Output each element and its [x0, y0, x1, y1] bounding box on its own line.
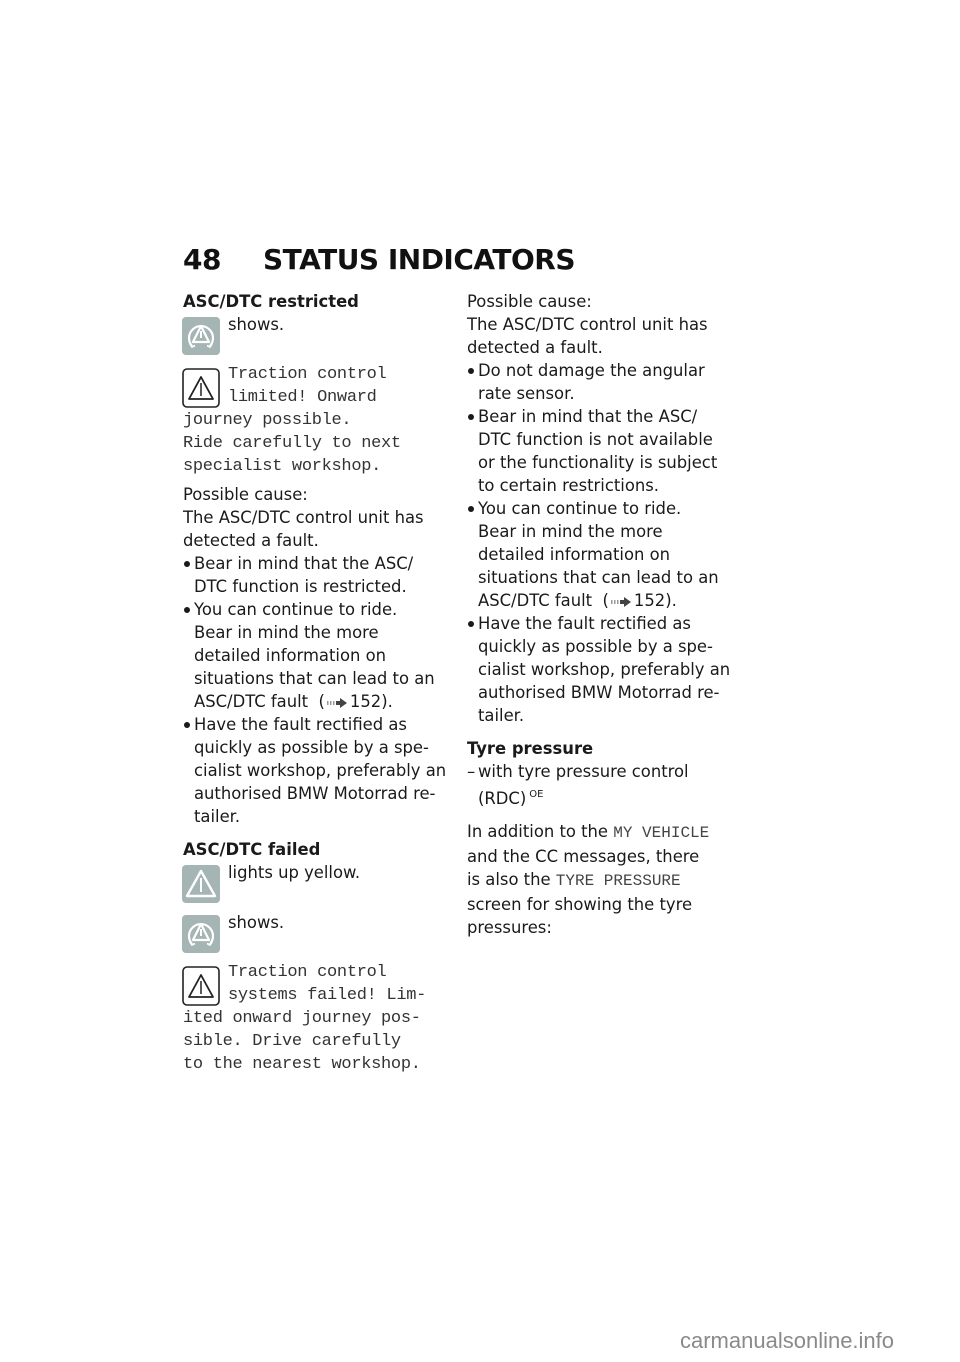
cause-label: Possible cause:	[183, 485, 308, 504]
warning-triangle-filled-icon	[182, 865, 220, 903]
page-header	[183, 243, 575, 276]
warning-triangle-outline-icon	[182, 368, 220, 408]
section-heading-tyre-pressure: Tyre pressure	[467, 739, 594, 758]
left-column	[183, 290, 458, 1081]
list-item: Bear in mind that the ASC/ DTC function is restricted.	[183, 552, 458, 598]
message-line: ited onward journey pos-	[183, 1009, 421, 1028]
message-line: sible. Drive carefully	[183, 1032, 401, 1051]
asc-dtc-circle-warning-icon	[182, 317, 220, 355]
page-reference-arrow-icon	[611, 597, 631, 607]
message-line: specialist workshop.	[183, 457, 382, 476]
bullet-list	[183, 552, 458, 828]
section-heading-asc-dtc-failed: ASC/DTC failed	[183, 840, 321, 859]
list-item: Do not damage the angular rate sensor.	[467, 359, 742, 405]
message-line: Traction control	[228, 365, 387, 384]
display-message	[183, 363, 458, 478]
list-item: You can continue to ride. Bear in mind the more detailed information on situations that can lead to an ASC/DTC fault ( 152).	[467, 497, 742, 612]
cause-text: The ASC/DTC control unit has detected a fault.	[183, 508, 424, 550]
message-line: systems failed! Lim-	[228, 986, 427, 1005]
message-line: to the nearest workshop.	[183, 1055, 421, 1074]
watermark: carmanualsonline.info	[680, 1328, 895, 1353]
display-message	[183, 961, 458, 1076]
indicator-text: shows.	[228, 315, 285, 334]
indicator-line	[183, 313, 458, 353]
indicator-text: lights up yellow.	[228, 863, 361, 882]
indicator-line	[183, 861, 458, 901]
section-heading-asc-dtc-restricted: ASC/DTC restricted	[183, 292, 359, 311]
list-item: Have the fault rectified as quickly as possible by a spe- cialist workshop, preferably an authorised BMW Motorrad re- tailer.	[467, 612, 742, 727]
message-line: limited! Onward	[228, 388, 377, 407]
asc-dtc-circle-warning-icon	[182, 915, 220, 953]
list-item: You can continue to ride. Bear in mind the more detailed information on situations that can lead to an ASC/DTC fault ( 152).	[183, 598, 458, 713]
list-item: Bear in mind that the ASC/ DTC function is not available or the functionality is subject to certain restrictions.	[467, 405, 742, 497]
bullet-list	[467, 359, 742, 727]
page-reference-link[interactable]: ( 152).	[597, 591, 677, 610]
equipment-note: – with tyre pressure control (RDC) $^{OE}$	[467, 762, 689, 808]
page-number: 48	[183, 243, 221, 276]
message-line: Traction control	[228, 963, 387, 982]
list-item: Have the fault rectified as quickly as possible by a spe- cialist workshop, preferably an authorised BMW Motorrad re- tailer.	[183, 713, 458, 828]
message-line: Ride carefully to next	[183, 434, 401, 453]
warning-triangle-outline-icon	[182, 966, 220, 1006]
indicator-text: shows.	[228, 913, 285, 932]
right-column	[467, 290, 742, 939]
cause-label: Possible cause:	[467, 292, 592, 311]
menu-name-my-vehicle: MY VEHICLE	[613, 824, 710, 842]
message-line: journey possible.	[183, 411, 352, 430]
tyre-pressure-paragraph: In addition to the MY VEHICLE and the CC messages, there is also the TYRE PRESSURE screen for showing the tyre pressures:	[467, 822, 710, 937]
page-reference-link[interactable]: ( 152).	[313, 692, 393, 711]
optional-equipment-badge: OE	[529, 789, 544, 800]
page-title: STATUS INDICATORS	[263, 243, 576, 276]
cause-text: The ASC/DTC control unit has detected a fault.	[467, 315, 708, 357]
indicator-line	[183, 911, 458, 951]
menu-name-tyre-pressure: TYRE PRESSURE	[555, 872, 681, 890]
page-reference-arrow-icon	[327, 698, 347, 708]
